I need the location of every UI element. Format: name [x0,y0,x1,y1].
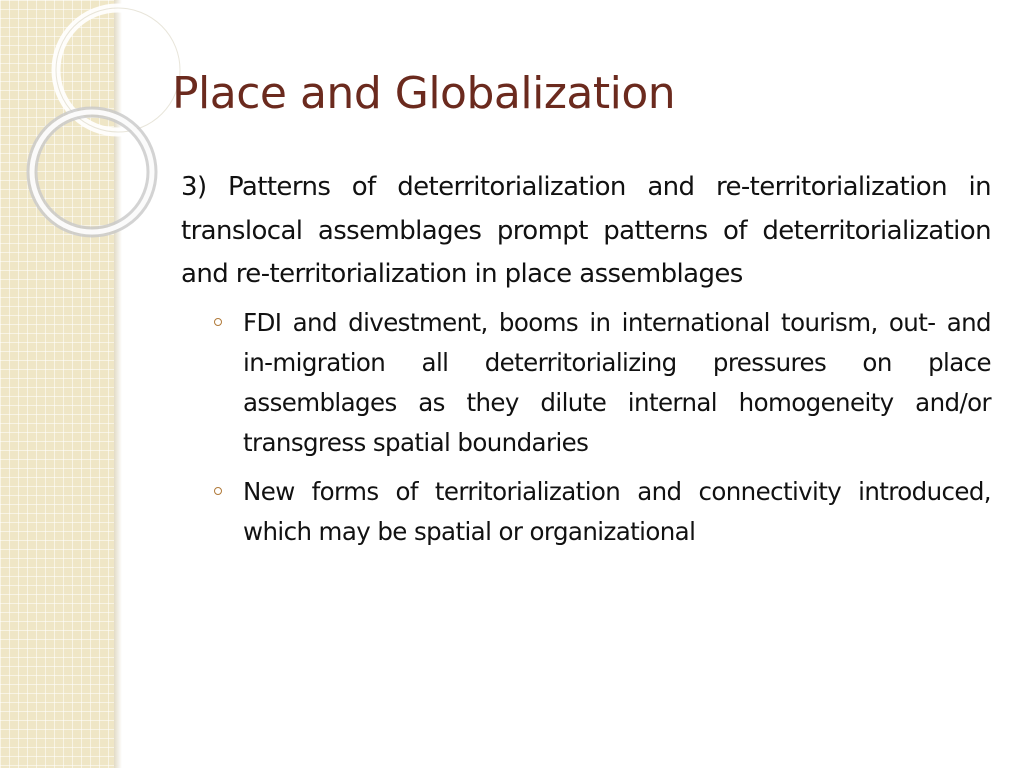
bullet-text: New forms of territorialization and connectivity introduced, which may be spatial or organizational [243,476,991,546]
hollow-circle-bullet-icon [214,318,222,326]
bullet-text: FDI and divestment, booms in international tourism, out- and in-migration all deterritorializing pressures on place assemblages as they dilute internal homogeneity and/or transgress spatial boundaries [243,307,991,457]
slide-body [181,166,991,561]
bullet-list [181,303,991,552]
slide-title: Place and Globalization [172,68,676,119]
decorative-rings [0,0,200,240]
bullet-item [181,472,991,552]
hollow-circle-bullet-icon [214,487,222,495]
main-point-text: 3) Patterns of deterritorialization and re-territorialization in translocal assemblages prompt patterns of deterritorialization and re-territorialization in place assemblages [181,172,991,289]
bullet-item [181,303,991,463]
